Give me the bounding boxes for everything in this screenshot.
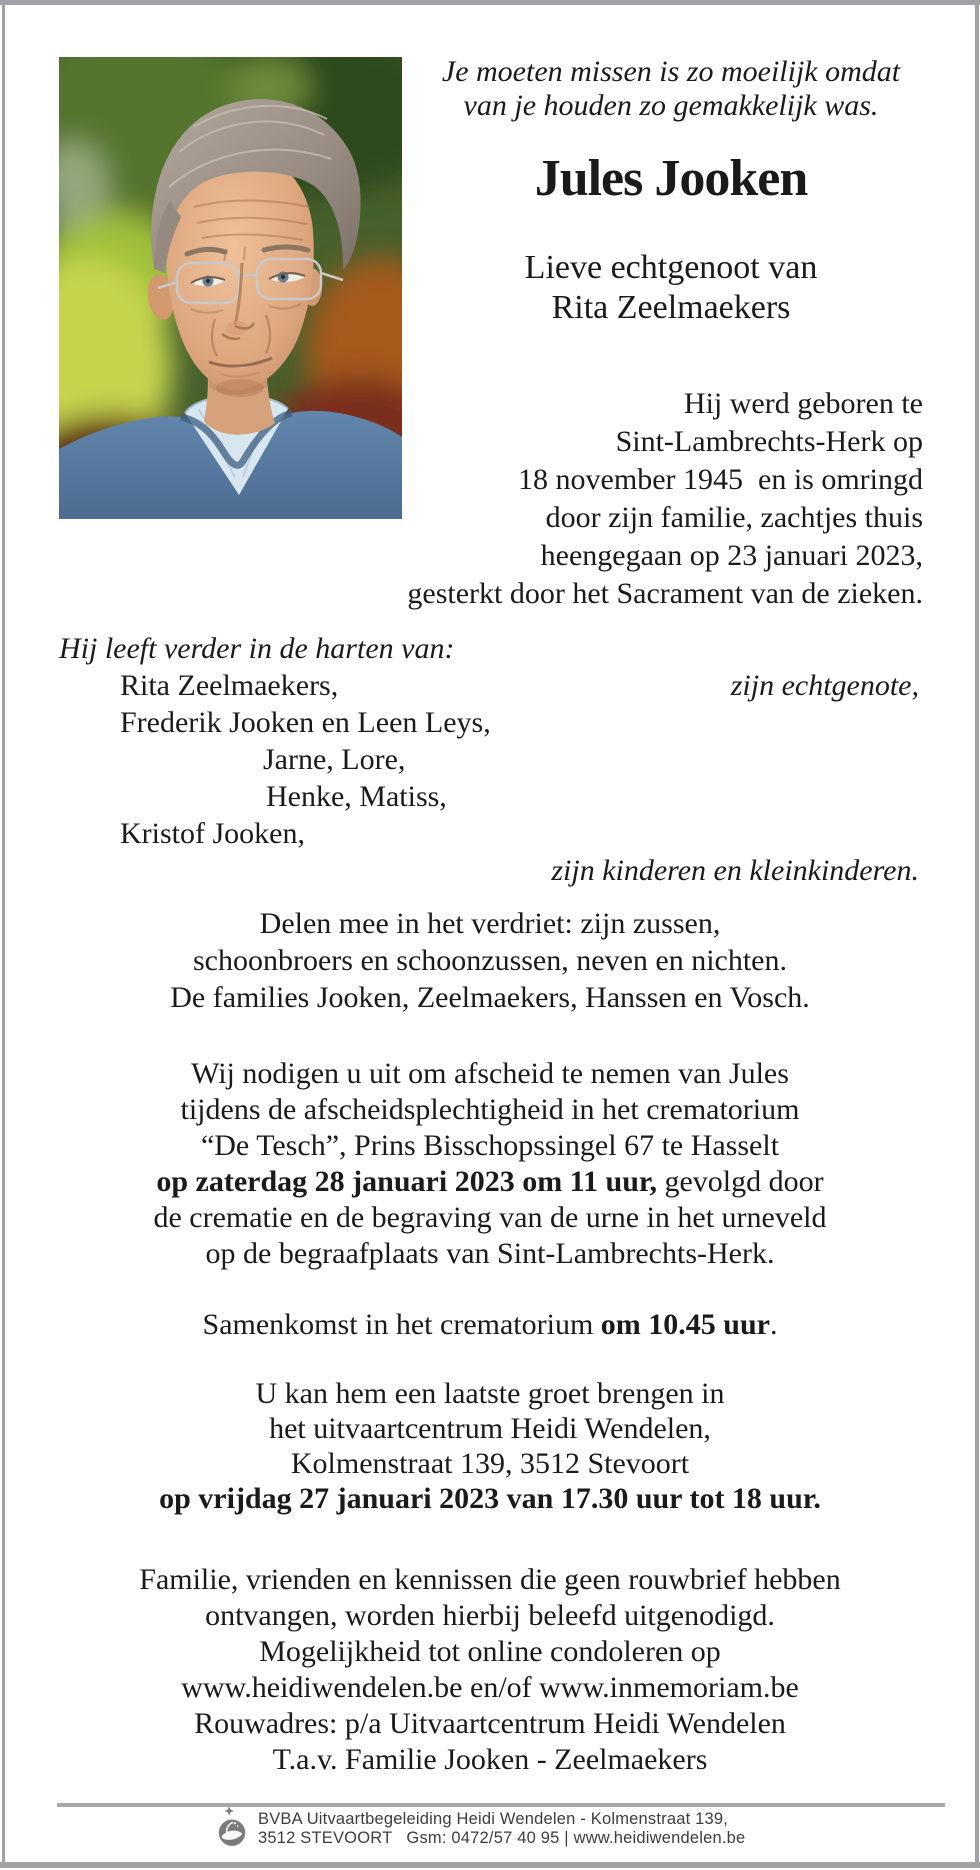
farewell-line: de crematie en de begraving van de urne in het urneveld (153, 1201, 827, 1234)
gathering-period: . (769, 1308, 778, 1341)
sympathy-line: Delen mee in het verdriet: zijn zussen, (259, 907, 721, 940)
birth-death-line: 18 november 1945 en is omringd (518, 463, 923, 496)
header-column (402, 55, 940, 328)
spouse-intro: Lieve echtgenoot van (524, 249, 818, 286)
footer-line2: 3512 STEVOORT Gsm: 0472/57 40 95 | www.heidiwendelen.be (258, 1828, 746, 1847)
gathering-text: Samenkomst in het crematorium (202, 1308, 601, 1341)
sympathy-line: De families Jooken, Zeelmaekers, Hanssen en Vosch. (170, 981, 810, 1014)
birth-death-line: door zijn familie, zachtjes thuis (545, 501, 923, 534)
footer (215, 1806, 745, 1853)
gathering-line (0, 1307, 980, 1343)
visitation-line: U kan hem een laatste groet brengen in (255, 1377, 725, 1410)
survivor-name: Frederik Jooken en Leen Leys, (120, 706, 491, 739)
birth-death-line: Hij werd geboren te (683, 387, 923, 420)
frame-top (0, 0, 980, 5)
gathering-time: om 10.45 uur (600, 1308, 770, 1341)
closing-line: Mogelijkheid tot online condoleren op (259, 1635, 721, 1668)
farewell-line: op de begraafplaats van Sint-Lambrechts-Herk. (205, 1237, 775, 1270)
farewell-line: Wij nodigen u uit om afscheid te nemen van Jules (191, 1057, 789, 1090)
sympathy-line: schoonbroers en schoonzussen, neven en nichten. (193, 944, 787, 977)
memorial-quote-line1: Je moeten missen is zo moeilijk omdat (441, 55, 901, 88)
frame-bottom (0, 1862, 980, 1868)
closing-websites: www.heidiwendelen.be en/of www.inmemoriam.be (181, 1671, 799, 1704)
survivor-name: Jarne, Lore, (263, 743, 406, 776)
funeral-home-logo-icon (215, 1806, 249, 1853)
survivor-name: Rita Zeelmaekers, (120, 669, 339, 702)
ceremony-datetime: op zaterdag 28 januari 2023 om 11 uur, (156, 1165, 657, 1198)
survivor-name: Henke, Matiss, (266, 780, 447, 813)
farewell-line: “De Tesch”, Prins Bisschopssingel 67 te Hasselt (200, 1129, 780, 1162)
closing-line: Rouwadres: p/a Uitvaartcentrum Heidi Wendelen (194, 1707, 786, 1740)
closing-line: ontvangen, worden hierbij beleefd uitgenodigd. (205, 1599, 775, 1632)
birth-death-line: heengegaan op 23 januari 2023, (540, 539, 923, 572)
visitation-datetime: op vrijdag 27 januari 2023 van 17.30 uur tot 18 uur. (159, 1482, 821, 1515)
visitation-line: het uitvaartcentrum Heidi Wendelen, (269, 1412, 711, 1445)
survivor-role: zijn echtgenote, (730, 669, 919, 702)
portrait-photo (59, 57, 402, 519)
closing-line: T.a.v. Familie Jooken - Zeelmaekers (272, 1743, 708, 1776)
farewell-line: tijdens de afscheidsplechtigheid in het crematorium (180, 1093, 800, 1126)
memorial-quote-line2: van je houden zo gemakkelijk was. (463, 89, 879, 122)
survivors-intro: Hij leeft verder in de harten van: (59, 632, 455, 665)
closing-line: Familie, vrienden en kennissen die geen rouwbrief hebben (139, 1563, 841, 1596)
spouse-name: Rita Zeelmaekers (551, 289, 791, 326)
visitation-line: Kolmenstraat 139, 3512 Stevoort (290, 1447, 690, 1480)
farewell-line (0, 1164, 980, 1200)
survivors-outro: zijn kinderen en kleinkinderen. (551, 854, 919, 887)
deceased-name: Jules Jooken (534, 150, 808, 207)
footer-line1: BVBA Uitvaartbegeleiding Heidi Wendelen - Kolmenstraat 139, (258, 1810, 729, 1828)
farewell-line-rest: gevolgd door (656, 1165, 824, 1198)
birth-death-line: Sint-Lambrechts-Herk op (615, 425, 923, 458)
survivor-name: Kristof Jooken, (120, 817, 305, 850)
birth-death-line: gesterkt door het Sacrament van de zieken. (407, 577, 923, 610)
